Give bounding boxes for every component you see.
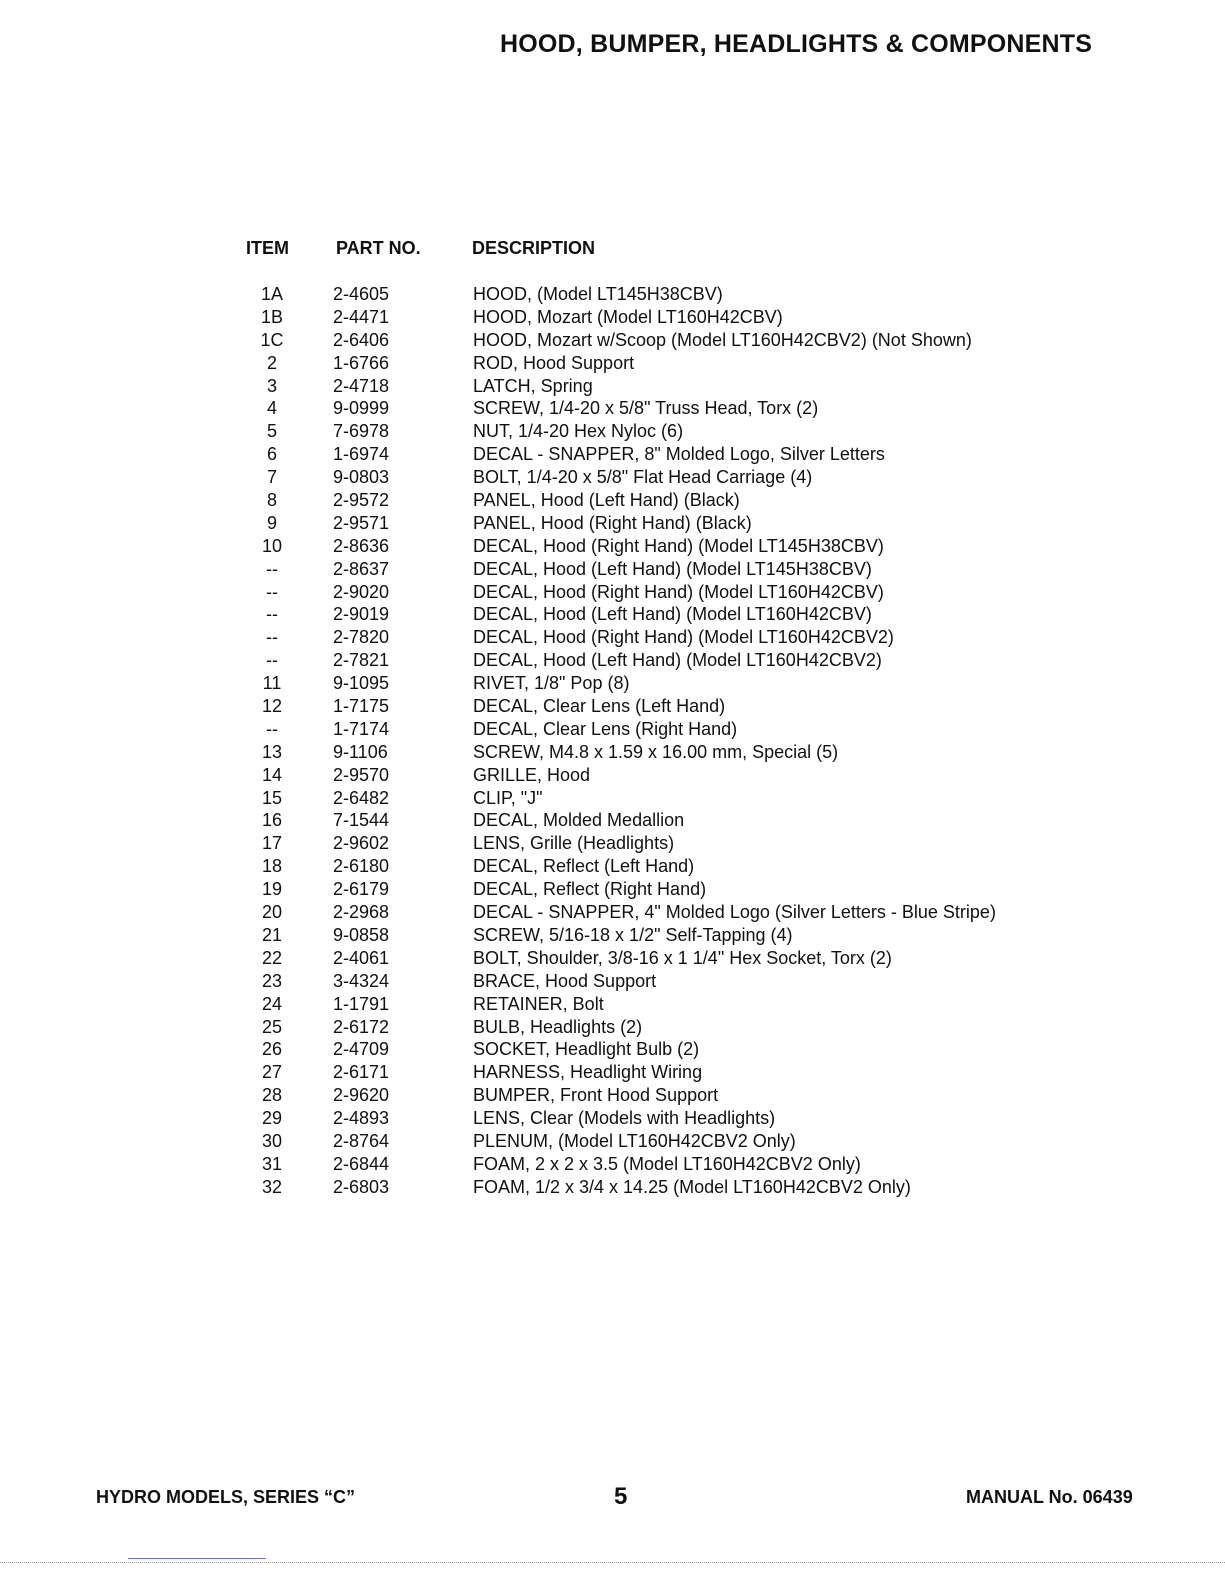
row-item-number: 18 (261, 856, 283, 877)
row-item-number: 32 (261, 1176, 283, 1197)
table-row (0, 375, 1225, 398)
parts-list (0, 283, 1225, 1199)
row-part-number: 2-4061 (333, 947, 390, 968)
row-part-number: 7-6978 (333, 421, 390, 442)
row-item-number: 10 (261, 535, 283, 556)
row-item-number: 20 (261, 902, 283, 923)
row-part-number: 2-6180 (333, 856, 390, 877)
row-description: BOLT, Shoulder, 3/8-16 x 1 1/4" Hex Socket, Torx (2) (473, 947, 892, 968)
row-description: ROD, Hood Support (473, 352, 635, 373)
row-description: DECAL, Reflect (Left Hand) (473, 856, 695, 877)
table-row (0, 924, 1225, 947)
table-row (0, 443, 1225, 466)
row-description: SCREW, 5/16-18 x 1/2" Self-Tapping (4) (473, 924, 793, 945)
table-row (0, 787, 1225, 810)
table-row (0, 741, 1225, 764)
table-row (0, 581, 1225, 604)
row-description: LENS, Grille (Headlights) (473, 833, 675, 854)
page-footer (0, 1483, 1225, 1513)
row-item-number: 1C (260, 329, 284, 350)
row-description: PANEL, Hood (Left Hand) (Black) (473, 490, 740, 511)
row-item-number: 15 (261, 787, 283, 808)
table-row (0, 809, 1225, 832)
row-part-number: 2-8636 (333, 535, 390, 556)
row-item-number: 29 (261, 1108, 283, 1129)
footer-series-label: HYDRO MODELS, SERIES “C” (96, 1487, 356, 1507)
row-part-number: 2-4471 (333, 306, 390, 327)
row-description: RIVET, 1/8" Pop (8) (473, 673, 630, 694)
row-description: DECAL, Clear Lens (Left Hand) (473, 696, 726, 717)
row-item-number: 27 (261, 1062, 283, 1083)
row-part-number: 7-1544 (333, 810, 390, 831)
table-row (0, 1038, 1225, 1061)
row-item-number: 8 (266, 490, 277, 511)
scan-edge-divider (0, 1562, 1225, 1563)
table-row (0, 878, 1225, 901)
table-row (0, 1176, 1225, 1199)
row-description: NUT, 1/4-20 Hex Nyloc (6) (473, 421, 684, 442)
table-row (0, 1061, 1225, 1084)
row-item-number: -- (266, 581, 278, 602)
row-description: HOOD, Mozart w/Scoop (Model LT160H42CBV2) (Not Shown) (473, 329, 972, 350)
row-part-number: 1-7174 (333, 718, 390, 739)
table-row (0, 1084, 1225, 1107)
table-row (0, 329, 1225, 352)
row-description: PLENUM, (Model LT160H42CBV2 Only) (473, 1130, 796, 1151)
row-description: LENS, Clear (Models with Headlights) (473, 1108, 776, 1129)
row-description: BRACE, Hood Support (473, 970, 657, 991)
row-description: BUMPER, Front Hood Support (473, 1085, 719, 1106)
table-row (0, 947, 1225, 970)
row-description: FOAM, 1/2 x 3/4 x 14.25 (Model LT160H42CBV2 Only) (473, 1176, 911, 1197)
table-row (0, 306, 1225, 329)
row-part-number: 2-6406 (333, 329, 390, 350)
page-title: HOOD, BUMPER, HEADLIGHTS & COMPONENTS (500, 30, 1093, 58)
table-row (0, 352, 1225, 375)
row-item-number: 5 (266, 421, 277, 442)
table-row (0, 970, 1225, 993)
row-item-number: -- (266, 718, 278, 739)
row-item-number: 31 (261, 1153, 283, 1174)
row-part-number: 2-9019 (333, 604, 390, 625)
table-row (0, 993, 1225, 1016)
row-part-number: 2-9572 (333, 490, 390, 511)
row-item-number: 2 (266, 352, 277, 373)
row-part-number: 2-4893 (333, 1108, 390, 1129)
row-part-number: 9-0999 (333, 398, 390, 419)
row-part-number: 1-1791 (333, 993, 390, 1014)
row-part-number: 2-6171 (333, 1062, 390, 1083)
row-description: DECAL, Hood (Left Hand) (Model LT160H42CBV) (473, 604, 872, 625)
row-item-number: 25 (261, 1016, 283, 1037)
row-item-number: 1B (260, 306, 284, 327)
row-part-number: 2-7821 (333, 650, 390, 671)
row-description: DECAL, Clear Lens (Right Hand) (473, 718, 738, 739)
row-part-number: 2-6179 (333, 879, 390, 900)
row-description: DECAL, Hood (Right Hand) (Model LT160H42CBV2) (473, 627, 894, 648)
table-row (0, 695, 1225, 718)
row-item-number: 24 (261, 993, 283, 1014)
table-row (0, 832, 1225, 855)
row-item-number: 11 (262, 673, 282, 694)
row-item-number: 14 (261, 764, 283, 785)
table-row (0, 1130, 1225, 1153)
table-row (0, 649, 1225, 672)
row-part-number: 2-6803 (333, 1176, 390, 1197)
row-item-number: 13 (261, 741, 283, 762)
row-item-number: 28 (261, 1085, 283, 1106)
row-item-number: 23 (261, 970, 283, 991)
scan-edge-mark (128, 1558, 266, 1559)
table-row (0, 626, 1225, 649)
row-item-number: 9 (266, 512, 277, 533)
row-item-number: 19 (261, 879, 283, 900)
row-part-number: 2-9571 (333, 512, 390, 533)
table-row (0, 603, 1225, 626)
row-item-number: 3 (266, 375, 277, 396)
row-part-number: 1-6974 (333, 444, 390, 465)
row-description: CLIP, "J" (473, 787, 543, 808)
row-part-number: 9-1095 (333, 673, 390, 694)
row-description: DECAL, Hood (Left Hand) (Model LT145H38CBV) (473, 558, 872, 579)
row-description: SOCKET, Headlight Bulb (2) (473, 1039, 700, 1060)
row-part-number: 9-0858 (333, 924, 390, 945)
parts-table-header (0, 238, 1225, 262)
row-description: DECAL, Reflect (Right Hand) (473, 879, 707, 900)
row-part-number: 2-8637 (333, 558, 390, 579)
table-row (0, 420, 1225, 443)
row-description: DECAL, Molded Medallion (473, 810, 685, 831)
row-description: BULB, Headlights (2) (473, 1016, 643, 1037)
row-part-number: 2-8764 (333, 1130, 390, 1151)
table-row (0, 466, 1225, 489)
column-header-part-no: PART NO. (336, 238, 421, 258)
row-part-number: 2-9570 (333, 764, 390, 785)
row-part-number: 1-7175 (333, 696, 390, 717)
column-header-description: DESCRIPTION (472, 238, 596, 258)
row-description: HOOD, Mozart (Model LT160H42CBV) (473, 306, 783, 327)
row-part-number: 2-4605 (333, 284, 390, 304)
row-item-number: -- (266, 558, 278, 579)
row-description: SCREW, 1/4-20 x 5/8" Truss Head, Torx (2) (473, 398, 819, 419)
row-part-number: 2-9602 (333, 833, 390, 854)
row-item-number: 12 (261, 696, 283, 717)
row-description: SCREW, M4.8 x 1.59 x 16.00 mm, Special (5) (473, 741, 839, 762)
row-description: GRILLE, Hood (473, 764, 591, 785)
row-item-number: -- (266, 604, 278, 625)
row-item-number: -- (266, 650, 278, 671)
table-row (0, 535, 1225, 558)
row-item-number: 6 (266, 444, 277, 465)
row-description: DECAL - SNAPPER, 4" Molded Logo (Silver Letters - Blue Stripe) (473, 902, 996, 923)
row-part-number: 2-9620 (333, 1085, 390, 1106)
row-part-number: 9-1106 (333, 741, 388, 762)
row-part-number: 2-4718 (333, 375, 390, 396)
row-item-number: 22 (261, 947, 283, 968)
column-header-item: ITEM (246, 238, 289, 258)
row-item-number: 4 (266, 398, 277, 419)
row-part-number: 1-6766 (333, 352, 390, 373)
row-description: DECAL, Hood (Left Hand) (Model LT160H42CBV2) (473, 650, 882, 671)
row-description: LATCH, Spring (473, 375, 593, 396)
row-item-number: -- (266, 627, 278, 648)
row-item-number: 16 (261, 810, 283, 831)
row-item-number: 26 (261, 1039, 283, 1060)
row-item-number: 7 (266, 467, 277, 488)
row-part-number: 2-7820 (333, 627, 390, 648)
row-description: RETAINER, Bolt (473, 993, 604, 1014)
table-row (0, 397, 1225, 420)
row-item-number: 30 (261, 1130, 283, 1151)
table-row (0, 901, 1225, 924)
table-row (0, 283, 1225, 306)
row-part-number: 2-9020 (333, 581, 390, 602)
table-row (0, 512, 1225, 535)
row-part-number: 2-6172 (333, 1016, 390, 1037)
row-part-number: 9-0803 (333, 467, 390, 488)
row-item-number: 17 (261, 833, 283, 854)
row-part-number: 2-6482 (333, 787, 390, 808)
row-item-number: 21 (261, 924, 283, 945)
row-description: DECAL, Hood (Right Hand) (Model LT145H38CBV) (473, 535, 884, 556)
row-item-number: 1A (260, 284, 284, 304)
table-row (0, 855, 1225, 878)
page-number: 5 (614, 1483, 628, 1510)
row-description: DECAL, Hood (Right Hand) (Model LT160H42CBV) (473, 581, 884, 602)
table-row (0, 1107, 1225, 1130)
row-part-number: 2-6844 (333, 1153, 390, 1174)
table-row (0, 558, 1225, 581)
row-part-number: 2-4709 (333, 1039, 390, 1060)
table-row (0, 672, 1225, 695)
row-description: FOAM, 2 x 2 x 3.5 (Model LT160H42CBV2 Only) (473, 1153, 861, 1174)
table-row (0, 764, 1225, 787)
table-row (0, 1016, 1225, 1039)
row-description: DECAL - SNAPPER, 8" Molded Logo, Silver Letters (473, 444, 885, 465)
row-part-number: 2-2968 (333, 902, 390, 923)
table-row (0, 489, 1225, 512)
row-description: HARNESS, Headlight Wiring (473, 1062, 703, 1083)
footer-manual-number: MANUAL No. 06439 (966, 1487, 1133, 1507)
row-description: BOLT, 1/4-20 x 5/8" Flat Head Carriage (4) (473, 467, 813, 488)
table-row (0, 1153, 1225, 1176)
row-part-number: 3-4324 (333, 970, 390, 991)
row-description: PANEL, Hood (Right Hand) (Black) (473, 512, 752, 533)
table-row (0, 718, 1225, 741)
row-description: HOOD, (Model LT145H38CBV) (473, 284, 723, 304)
